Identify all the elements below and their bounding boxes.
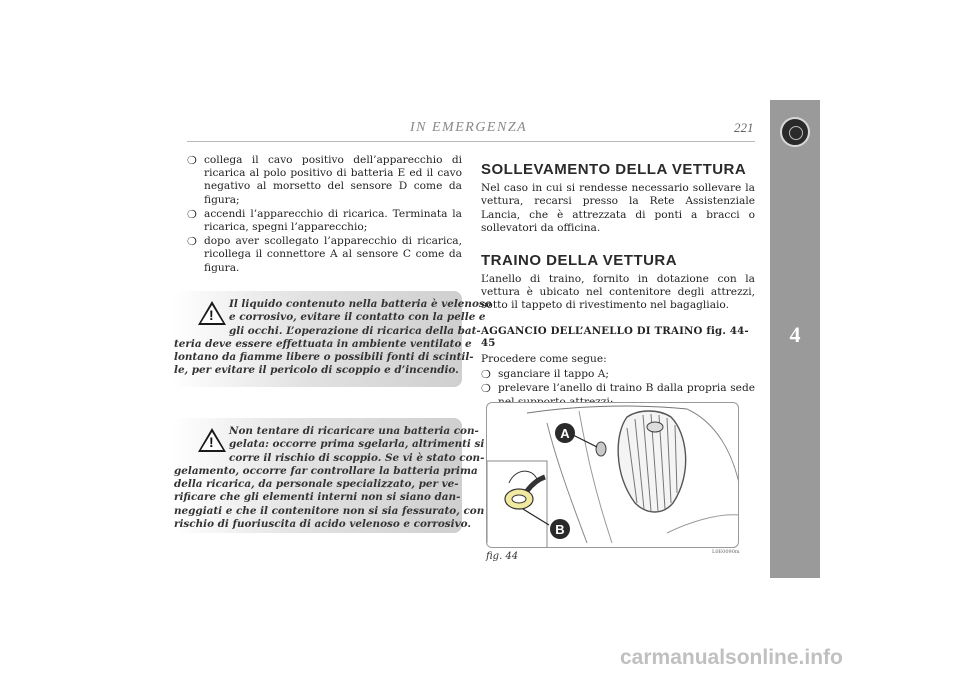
callout-label-a: A — [560, 426, 570, 441]
lancia-logo-icon — [780, 117, 810, 147]
bullet-text: accendi l’apparecchio di ricarica. Terminata la ricarica, spegni l’apparecchio; — [204, 207, 462, 234]
list-item — [187, 235, 462, 275]
warning-line: teria deve essere effettuata in ambiente ventilato e — [174, 337, 472, 350]
warning-line: corre il rischio di scoppio. Se vi è stato con- — [229, 451, 485, 464]
bullet-text: dopo aver scollegato l’apparecchio di ricarica, ricollega il connettore A al sensore C come da figura. — [204, 235, 462, 274]
footer-watermark: carmanualsonline.info — [620, 646, 843, 669]
warning-line: le, per evitare il pericolo di scoppio e d’incendio. — [174, 364, 459, 377]
warning-line: Il liquido contenuto nella batteria è velenoso — [229, 298, 492, 310]
procedure-intro: Procedere come segue: — [481, 352, 607, 365]
warning-text — [172, 425, 485, 531]
section-heading-towing: TRAINO DELLA VETTURA — [481, 251, 678, 269]
warning-box-frozen-battery — [172, 418, 485, 533]
list-item — [187, 208, 462, 234]
bullet-text: sganciare il tappo A; — [498, 368, 609, 381]
bullet-circle-icon: ❍ — [187, 235, 197, 249]
exclamation-icon: ! — [209, 307, 214, 323]
running-header-title: IN EMERGENZA — [410, 120, 528, 135]
warning-line: neggiati e che il contenitore non si sia fessurato, con — [174, 504, 485, 517]
left-column — [187, 154, 462, 276]
bullet-text: collega il cavo positivo dell’apparecchio di ricarica al polo positivo di batteria E ed il cavo negativo al morsetto del sensore D come da figura; — [204, 154, 462, 206]
warning-line: gelamento, occorre far controllare la batteria prima — [174, 464, 478, 477]
exclamation-icon: ! — [209, 434, 214, 450]
car-front-drawing — [487, 403, 739, 548]
callout-label-b: B — [555, 522, 565, 537]
figure-tow-ring-illustration — [486, 402, 739, 548]
chapter-number: 4 — [789, 322, 801, 347]
warning-box-battery-liquid — [172, 291, 492, 387]
section-paragraph-lifting: Nel caso in cui si rendesse necessario sollevare la vettura, recarsi presso la Rete Assistenziale Lancia, che è attrezzata di ponti a bracci o sollevatori da officina. — [481, 182, 755, 235]
list-item — [481, 368, 755, 381]
warning-line: gelata: occorre prima sgelarla, altrimenti si — [229, 438, 485, 451]
figure-caption: fig. 44 — [486, 551, 519, 562]
warning-line: Non tentare di ricaricare una batteria con- — [229, 425, 479, 437]
figure-code: L0E0090m — [712, 549, 740, 555]
warning-text — [172, 298, 492, 378]
bullet-circle-icon: ❍ — [187, 154, 197, 167]
section-paragraph-towing: L’anello di traino, fornito in dotazione con la vettura è ubicato nel contenitore degli attrezzi, sotto il tappeto di rivestimento nel bagagliaio. — [481, 272, 755, 312]
warning-line: della ricarica, da personale specializzato, per ve- — [174, 478, 459, 491]
grille-badge — [647, 422, 663, 432]
subheading-tow-ring: AGGANCIO DELL’ANELLO DI TRAINO fig. 44-45 — [481, 324, 749, 349]
bullet-circle-icon: ❍ — [187, 207, 197, 221]
warning-line: e corrosivo, evitare il contatto con la pelle e — [229, 311, 486, 324]
page-number: 221 — [734, 120, 754, 135]
bullet-circle-icon: ❍ — [481, 368, 491, 382]
bullet-text: prelevare l’anello di traino B dalla propria sede — [498, 382, 755, 395]
header-divider — [187, 141, 755, 142]
warning-line: gli occhi. L’operazione di ricarica della bat- — [229, 324, 481, 337]
warning-line: lontano da fiamme libere o possibili fonti di scintil- — [174, 351, 474, 364]
warning-line: rificare che gli elementi interni non si siano dan- — [174, 491, 461, 504]
tow-cap — [596, 442, 606, 456]
warning-line: rischio di fuoriuscita di acido velenoso e corrosivo. — [174, 518, 471, 531]
bullet-circle-icon: ❍ — [481, 382, 491, 396]
section-heading-lifting: SOLLEVAMENTO DELLA VETTURA — [481, 161, 747, 178]
list-item — [187, 154, 462, 207]
right-column — [481, 161, 755, 410]
